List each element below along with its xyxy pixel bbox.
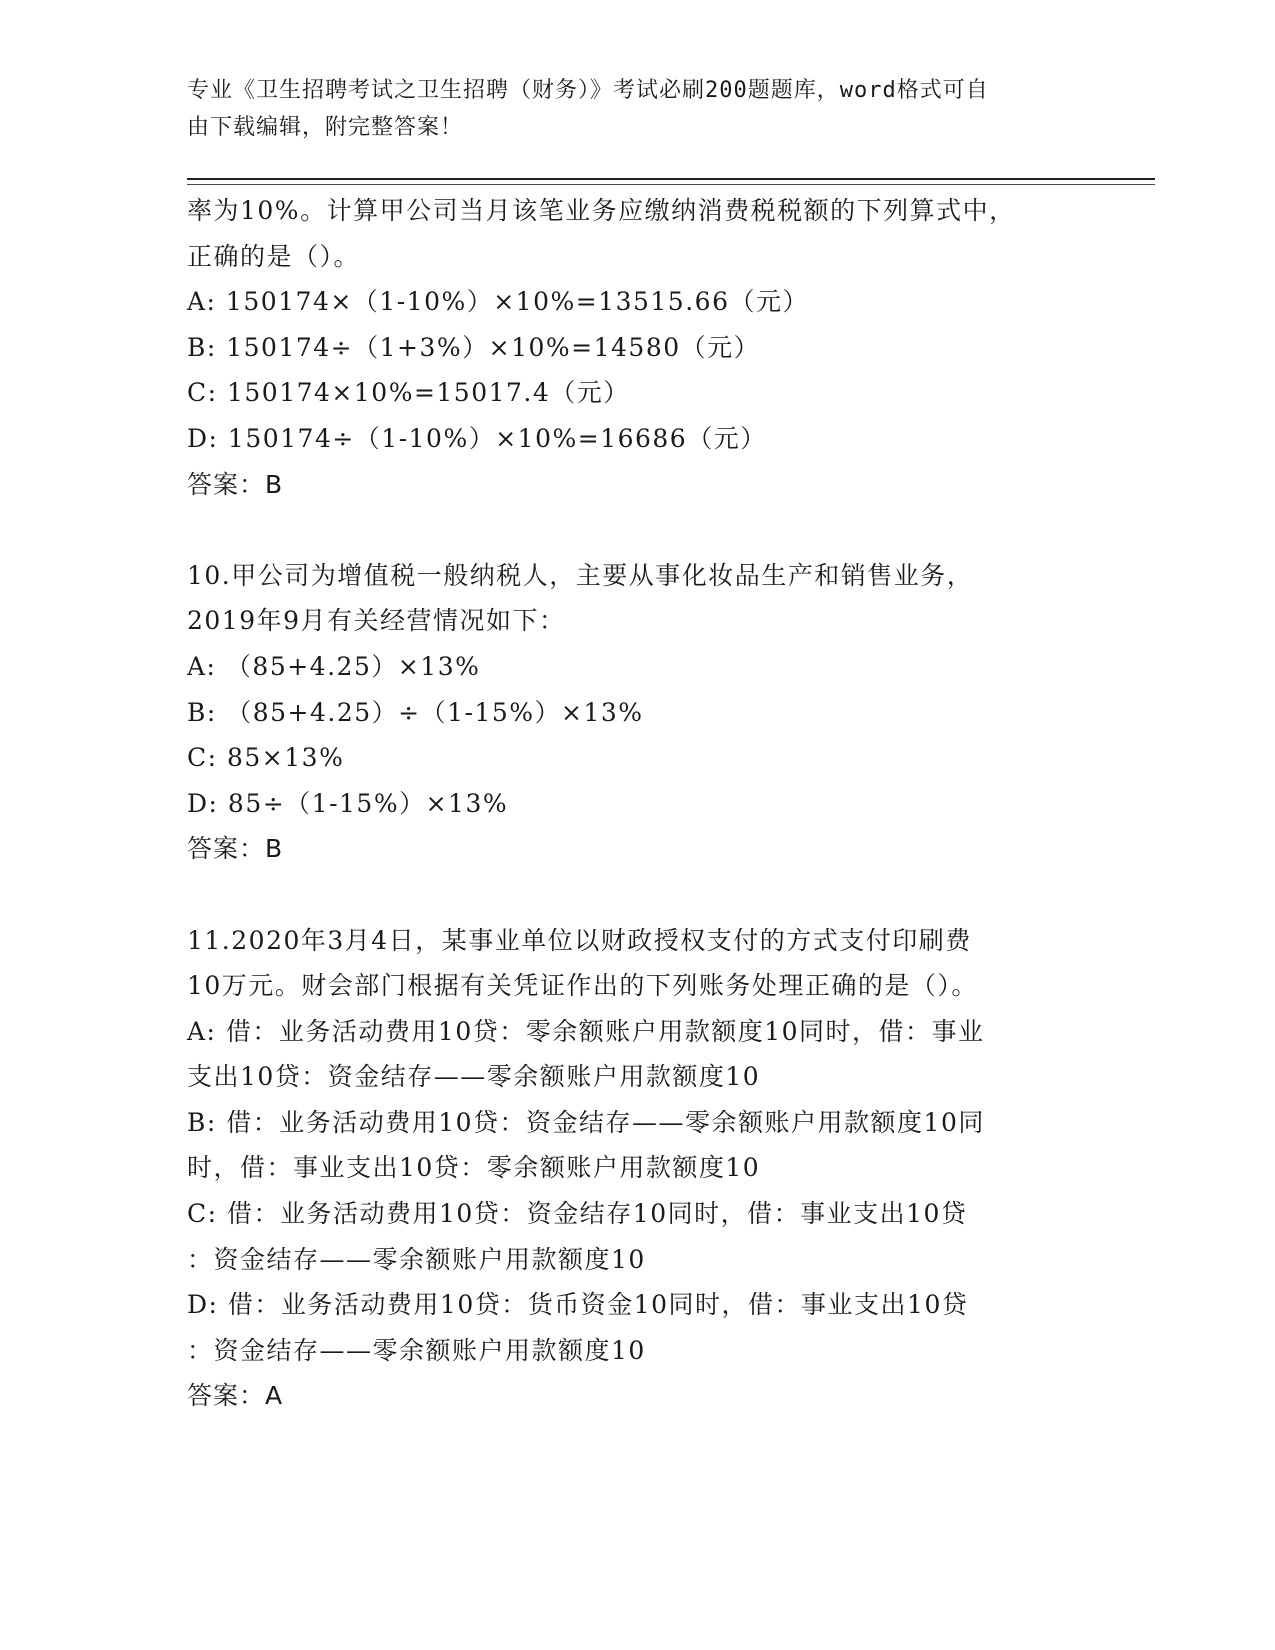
question-stem: 10.甲公司为增值税一般纳税人，主要从事化妆品生产和销售业务， xyxy=(187,560,974,590)
document-header xyxy=(187,72,1067,146)
option-b: B: （85+4.25）÷（1-15%）×13% xyxy=(187,697,644,727)
option-d: D: 85÷（1-15%）×13% xyxy=(187,788,509,818)
answer-line: 答案：B xyxy=(187,469,284,499)
spacer xyxy=(187,507,1087,553)
header-title-line-1: 专业《卫生招聘考试之卫生招聘（财务）》考试必刷200题题库，word格式可自 xyxy=(187,78,989,103)
option-d: D: 借：业务活动费用10贷：货币资金10同时，借：事业支出10贷 xyxy=(187,1290,969,1320)
question-stem: 10万元。财会部门根据有关凭证作出的下列账务处理正确的是（）。 xyxy=(187,971,978,1001)
document-body xyxy=(187,188,1087,1419)
option-c: C: 150174×10%=15017.4（元） xyxy=(187,378,630,408)
answer-line: 答案：B xyxy=(187,834,284,864)
option-d: D: 150174÷（1-10%）×10%=16686（元） xyxy=(187,423,767,453)
question-stem: 11.2020年3月4日，某事业单位以财政授权支付的方式支付印刷费 xyxy=(187,925,972,955)
spacer xyxy=(187,872,1087,918)
option-b-continued: 时，借：事业支出10贷：零余额账户用款额度10 xyxy=(187,1153,761,1183)
header-title-line-2: 由下载编辑，附完整答案！ xyxy=(187,115,464,140)
question-11 xyxy=(187,918,1087,1420)
answer-line: 答案：A xyxy=(187,1381,284,1411)
option-b: B: 借：业务活动费用10贷：资金结存——零余额账户用款额度10同 xyxy=(187,1107,985,1137)
header-divider-thin xyxy=(187,184,1155,185)
option-b: B: 150174÷（1+3%）×10%=14580（元） xyxy=(187,332,761,362)
option-c-continued: ：资金结存——零余额账户用款额度10 xyxy=(187,1244,646,1274)
option-d-continued: ：资金结存——零余额账户用款额度10 xyxy=(187,1335,646,1365)
option-c: C: 85×13% xyxy=(187,743,345,773)
option-a: A: （85+4.25）×13% xyxy=(187,651,481,681)
option-a-continued: 支出10贷：资金结存——零余额账户用款额度10 xyxy=(187,1062,761,1092)
question-9 xyxy=(187,188,1087,507)
question-stem: 率为10%。计算甲公司当月该笔业务应缴纳消费税税额的下列算式中， xyxy=(187,196,1016,225)
question-stem: 2019年9月有关经营情况如下： xyxy=(187,606,566,636)
option-a: A: 150174×（1-10%）×10%=13515.66（元） xyxy=(187,287,809,317)
option-a: A: 借：业务活动费用10贷：零余额账户用款额度10同时，借：事业 xyxy=(187,1016,985,1046)
option-c: C: 借：业务活动费用10贷：资金结存10同时，借：事业支出10贷 xyxy=(187,1199,968,1229)
question-stem: 正确的是（）。 xyxy=(187,241,361,271)
header-divider-thick xyxy=(187,178,1155,180)
question-10 xyxy=(187,553,1087,872)
